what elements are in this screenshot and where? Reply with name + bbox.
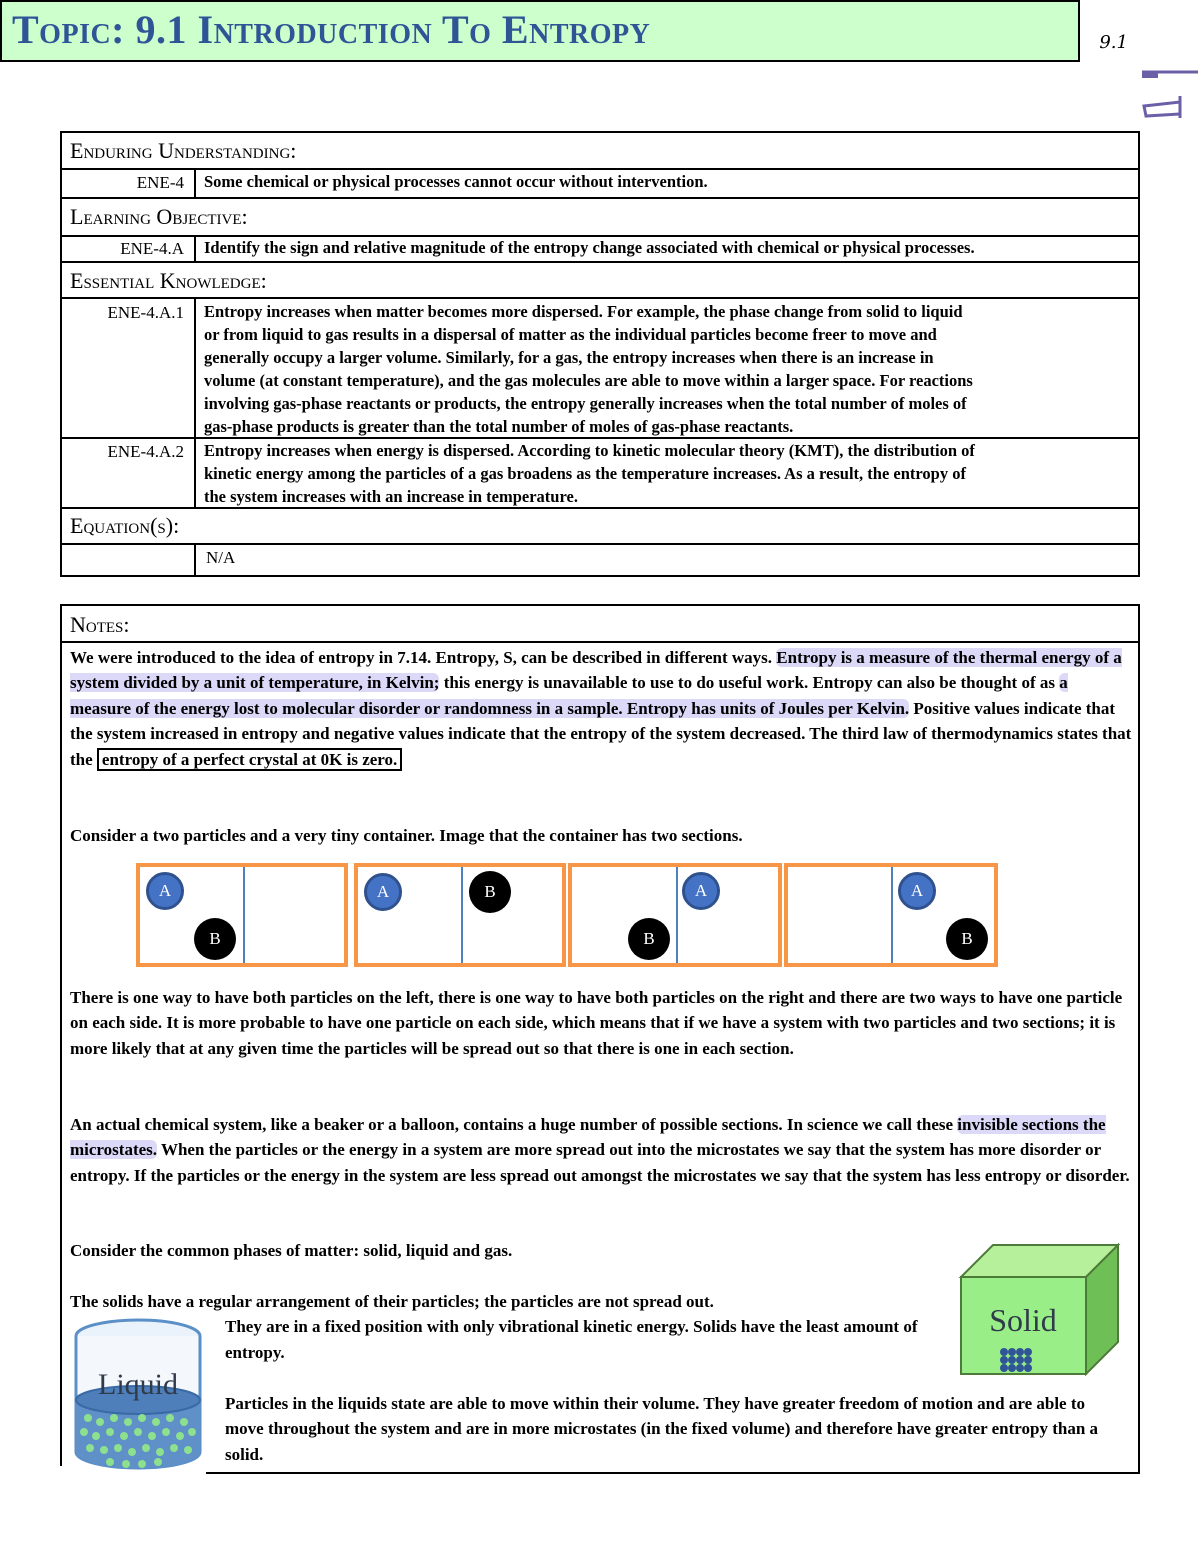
page-number: 9.1 — [1099, 32, 1128, 53]
bookmark-icon — [1140, 66, 1200, 126]
text-line: Entropy increases when matter becomes more dispersed. For example, the phase change from solid to liquid — [204, 302, 963, 321]
notes-paragraph-3: There is one way to have both particles on the left, there is one way to have both particles on the right and there are two ways to have one particle on each side. It is more probable to have one particle on each side, which means that if we have a system with two particles and two sections; it is more likely that at any given time the particles will be spread out so that there is one in each section. — [70, 988, 1123, 1058]
text-line: gas-phase products is greater than the total number of moles of gas-phase reactants. — [204, 417, 794, 436]
notes-heading: Notes: — [70, 612, 130, 637]
divider — [194, 236, 196, 262]
highlight-disorder: a measure of the energy lost to molecular disorder or randomness in a sample. Entropy has units of Joules per Kelvin. — [70, 673, 1068, 718]
text-run: We were introduced to the idea of entropy in 7.14. Entropy, S, can be described in different ways. — [70, 648, 773, 667]
divider — [194, 544, 196, 576]
divider — [60, 543, 1140, 545]
boxed-third-law: entropy of a perfect crystal at 0K is zero. — [97, 748, 402, 771]
notes-paragraph-2: Consider a two particles and a very tiny container. Image that the container has two sections. — [70, 826, 743, 845]
notes-bottom-rule — [60, 1472, 1140, 1474]
particle-a: A — [682, 872, 720, 910]
notes-paragraph-5: Consider the common phases of matter: solid, liquid and gas. — [70, 1241, 513, 1260]
page-title: Topic: 9.1 Introduction To Entropy — [12, 7, 651, 52]
solid-label: Solid — [989, 1302, 1057, 1338]
particle-b: B — [946, 918, 988, 960]
objective-code: ENE-4.A — [120, 239, 184, 258]
objective-text: Identify the sign and relative magnitude of the entropy change associated with chemical or physical processes. — [204, 238, 975, 257]
divider — [60, 641, 1140, 643]
text-line: the system increases with an increase in temperature. — [204, 487, 578, 506]
enduring-text: Some chemical or physical processes cannot occur without intervention. — [204, 172, 708, 191]
text-run: When the particles or the energy in a system are more spread out into the microstates we say that the system has more disorder or entropy. If the particles or the energy in the system are less spread out amongst the microstates we say that the system has less entropy or disorder. — [70, 1140, 1130, 1185]
particle-b: B — [469, 871, 511, 913]
enduring-heading: Enduring Understanding: — [70, 138, 297, 163]
notes-paragraph-7: Particles in the liquids state are able to move within their volume. They have greater freedom of motion and are able to move throughout the system and are in more microstates (in the fixed volume) and therefore have greater entropy than a solid. — [225, 1394, 1099, 1464]
container-divider — [676, 867, 678, 963]
knowledge-heading: Essential Knowledge: — [70, 268, 267, 293]
particle-b: B — [628, 918, 670, 960]
notes-paragraph-1 — [70, 645, 1132, 772]
particle-a: A — [898, 872, 936, 910]
knowledge-text-1 — [204, 300, 973, 438]
text-run: An actual chemical system, like a beaker or a balloon, contains a huge number of possible sections. In science we call these — [70, 1115, 954, 1134]
divider — [60, 507, 1140, 509]
container-1 — [136, 863, 348, 967]
container-divider — [891, 867, 893, 963]
text-line: or from liquid to gas results in a dispersal of matter as the individual particles become freer to move and — [204, 325, 937, 344]
divider — [194, 169, 196, 198]
notes-paragraph-4 — [70, 1112, 1132, 1188]
divider — [60, 261, 1140, 263]
liquid-label: Liquid — [98, 1368, 178, 1401]
text-line: volume (at constant temperature), and the gas molecules are able to move within a larger space. For reactions — [204, 371, 973, 390]
text-run: this energy is unavailable to use to do useful work. Entropy can also be thought of as — [439, 673, 1055, 693]
text-line: generally occupy a larger volume. Similarly, for a gas, the entropy increases when there is an increase in — [204, 348, 934, 367]
particle-a: A — [146, 872, 184, 910]
divider — [60, 197, 1140, 199]
equations-value: N/A — [206, 548, 236, 567]
knowledge-code-2: ENE-4.A.2 — [107, 442, 184, 461]
topic-header — [0, 0, 1080, 62]
container-2 — [354, 863, 566, 967]
enduring-code: ENE-4 — [136, 173, 184, 192]
text-line: involving gas-phase reactants or products, the entropy generally increases when the total number of moles of — [204, 394, 967, 413]
text-line: They are in a fixed position with only vibrational kinetic energy. Solids have the least amount of entropy. — [225, 1317, 918, 1362]
text-run: Positive values indicate that the system increased in entropy and negative values indicate that the entropy of the system decreased. The third law of thermodynamics states that the — [70, 698, 1132, 769]
container-divider — [243, 867, 245, 963]
divider — [194, 298, 196, 508]
objective-heading: Learning Objective: — [70, 204, 248, 229]
particle-a: A — [364, 873, 402, 911]
text-line: The solids have a regular arrangement of their particles; the particles are not spread out. — [70, 1292, 714, 1311]
equations-heading: Equation(s): — [70, 513, 180, 538]
container-divider — [461, 867, 463, 963]
container-3 — [568, 863, 782, 967]
highlight-microstates: invisible sections the microstates. — [70, 1115, 1106, 1160]
container-4 — [784, 863, 998, 967]
knowledge-code-1: ENE-4.A.1 — [107, 303, 184, 322]
text-line: Entropy increases when energy is dispersed. According to kinetic molecular theory (KMT), the distribution of — [204, 441, 975, 460]
particle-b: B — [194, 918, 236, 960]
text-line: kinetic energy among the particles of a gas broadens as the temperature increases. As a result, the entropy of — [204, 464, 966, 483]
knowledge-text-2 — [204, 439, 975, 508]
divider — [60, 297, 1140, 299]
highlight-definition: Entropy is a measure of the thermal energy of a system divided by a unit of temperature, in Kelvin; — [70, 648, 1122, 693]
